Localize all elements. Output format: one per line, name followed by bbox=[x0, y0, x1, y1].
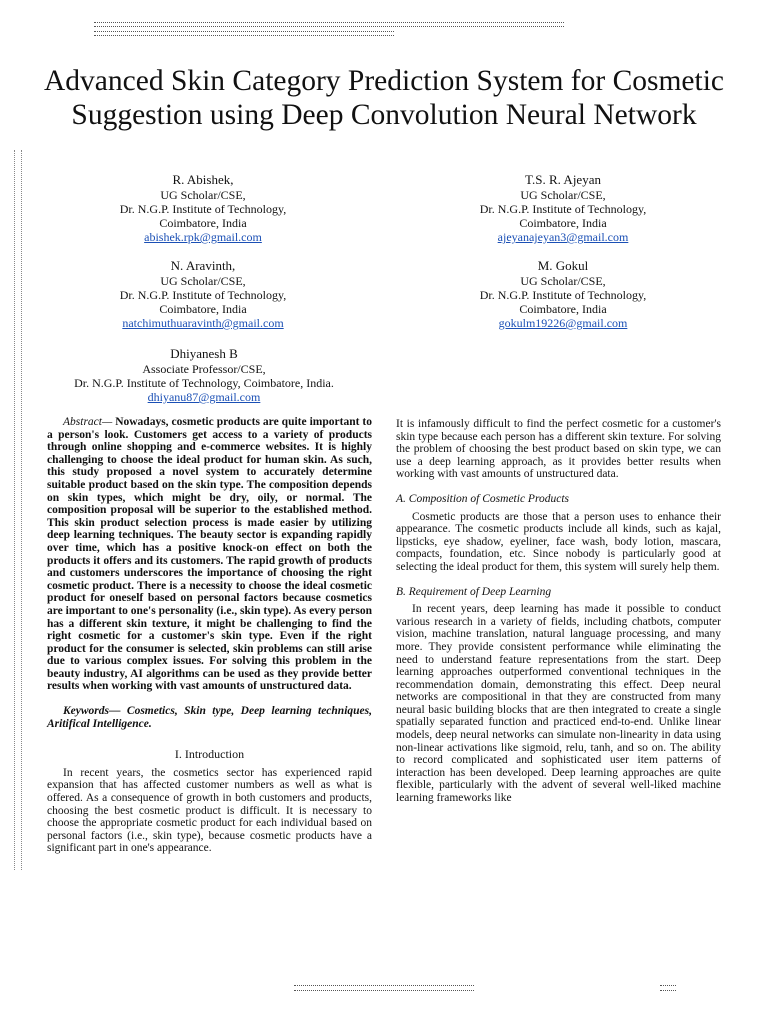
author-location: Coimbatore, India bbox=[159, 302, 247, 316]
page-header-lines bbox=[94, 22, 564, 40]
author-institute: Dr. N.G.P. Institute of Technology, bbox=[119, 288, 287, 302]
right-paragraph: It is infamously difficult to find the perfect cosmetic for a customer's skin type because each person has a different skin texture. For solving the problem of choosing the best product based on skin type, we can use a deep learning approach, as it provides better results when working with vast amounts of unstructured data. bbox=[396, 418, 721, 481]
author-institute: Dr. N.G.P. Institute of Technology, bbox=[479, 202, 647, 216]
author-name: T.S. R. Ajeyan bbox=[525, 172, 601, 187]
author-role: UG Scholar/CSE, bbox=[160, 274, 246, 288]
author-institute: Dr. N.G.P. Institute of Technology, bbox=[119, 202, 287, 216]
author-email-link[interactable]: ajeyanajeyan3@gmail.com bbox=[497, 230, 629, 244]
right-column bbox=[396, 418, 721, 805]
author-name: Dhiyanesh B bbox=[170, 346, 238, 361]
author-email-link[interactable]: natchimuthuaravinth@gmail.com bbox=[122, 316, 284, 330]
intro-paragraph: In recent years, the cosmetics sector has experienced rapid expansion that has affected customer numbers as well as what is offered. As a consequence of growth in both customers and products, choosing the best cosmetic product is difficult. It is necessary to choose the appropriate cosmetic product for each individual based on personal factors (i.e., skin type), because cosmetic products have a significant part in one's appearance. bbox=[47, 766, 372, 855]
subsection-a-text: Cosmetic products are those that a person uses to enhance their appearance. The cosmetic products include all kinds, such as kajal, lipsticks, eye shadow, eyeliner, face wash, body lotion, mascara, compacts, foundation, etc. Since nobody is particularly good at selecting the ideal product for them, this system will surely help them. bbox=[396, 510, 721, 573]
author-email-link[interactable]: abishek.rpk@gmail.com bbox=[144, 230, 262, 244]
author-name: R. Abishek, bbox=[172, 172, 234, 187]
keywords bbox=[47, 705, 372, 730]
author-location: Coimbatore, India bbox=[519, 302, 607, 316]
author-email-link[interactable]: dhiyanu87@gmail.com bbox=[147, 390, 261, 404]
author-block bbox=[100, 258, 306, 330]
page-number-mark bbox=[660, 985, 676, 991]
author-institute: Dr. N.G.P. Institute of Technology, bbox=[479, 288, 647, 302]
left-column bbox=[47, 416, 372, 855]
abstract-label: Abstract— bbox=[63, 416, 113, 428]
keywords-text: Cosmetics, Skin type, Deep learning techniques, Aritifical Intelligence. bbox=[47, 705, 372, 730]
subsection-b-text: In recent years, deep learning has made it possible to conduct various research in a variety of fields, including chatbots, computer vision, machine translation, natural language processing, and many more. They provide consistent performance while eliminating the need to understand feature representations from the start. Deep learning approaches outperformed conventional techniques in the recommendation domain, demonstrating this effect. Deep neural networks are compositional in that they are constructed from many neural basic building blocks that are then integrated to create a single spatially separated function and practiced end-to-end. Unlike linear models, deep neural networks can simulate non-linearity in data using non-linear activations like sigmoid, relu, tanh, and so on. The ability to record complicated and sophisticated user item patterns of interaction has been developed. Deep learning approaches are quite flexible, particularly with the advent of several well-liked machine learning frameworks like bbox=[396, 603, 721, 805]
author-name: M. Gokul bbox=[537, 258, 589, 273]
author-location: Coimbatore, India bbox=[519, 216, 607, 230]
author-block bbox=[100, 172, 306, 244]
abstract bbox=[47, 416, 372, 693]
author-role: UG Scholar/CSE, bbox=[520, 274, 606, 288]
subsection-heading-a: A. Composition of Cosmetic Products bbox=[396, 492, 570, 505]
abstract-text: Nowadays, cosmetic products are quite important to a person's look. Customers get access to a variety of products through online shopping and e-commerce websites. It is highly challenging to choose the ideal product for human skin. As such, this study proposed a novel system to accurately determine suitable product based on the skin type. The composition depends on skin types, which might be dry, oily, or normal. The composition proposal will be superior to the established method. This skin product selection process is made easier by utilizing deep learning techniques. The beauty sector is expanding rapidly over time, which has a positive knock-on effect on both the products it offers and its customers. The rapid growth of products and customers underscores the importance of choosing the right cosmetic product. There is a necessity to choose the ideal cosmetic product for oneself based on personal factors because cosmetics are important to one's personality (i.e., skin type). As every person has a different skin texture, it might be challenging to find the right cosmetic for a customer's skin type. Even if the right product for the consumer is selected, skin problems can still arise due to various complex issues. For solving this problem in the beauty industry, AI algorithms can be used as they provide better results when working with vast amounts of unstructured data. bbox=[47, 416, 372, 693]
author-block bbox=[54, 346, 354, 404]
author-name: N. Aravinth, bbox=[170, 258, 236, 273]
author-institute: Dr. N.G.P. Institute of Technology, Coimbatore, India. bbox=[74, 376, 334, 390]
author-role: UG Scholar/CSE, bbox=[520, 188, 606, 202]
author-location: Coimbatore, India bbox=[159, 216, 247, 230]
author-role: Associate Professor/CSE, bbox=[142, 362, 266, 376]
footer-line bbox=[294, 985, 474, 991]
keywords-label: Keywords— bbox=[63, 705, 121, 718]
author-block bbox=[460, 172, 666, 244]
author-role: UG Scholar/CSE, bbox=[160, 188, 246, 202]
author-email-link[interactable]: gokulm19226@gmail.com bbox=[498, 316, 628, 330]
side-margin-strip bbox=[14, 150, 22, 870]
paper-title: Advanced Skin Category Prediction System for Cosmetic Suggestion using Deep Convolution Neural Network bbox=[43, 65, 725, 131]
section-heading: I. Introduction bbox=[174, 747, 245, 762]
author-block bbox=[460, 258, 666, 330]
subsection-heading-b: B. Requirement of Deep Learning bbox=[396, 585, 552, 598]
